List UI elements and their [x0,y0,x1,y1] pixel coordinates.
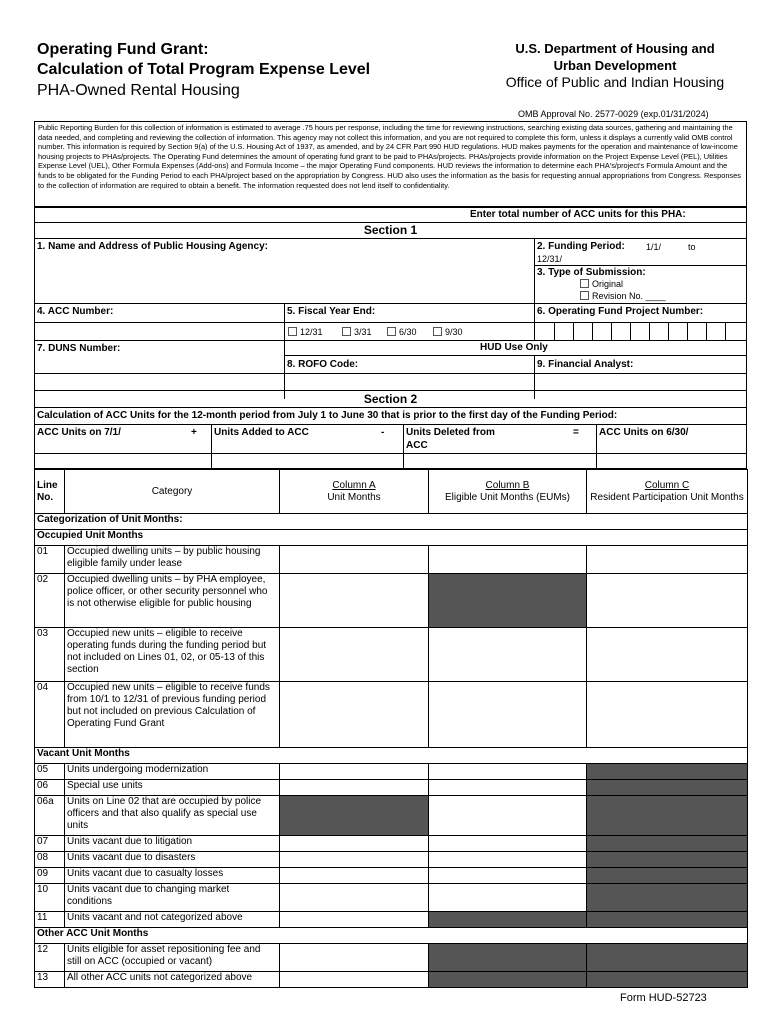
section2-title: Section 2 [363,392,418,406]
hdr-column-a: Column A Unit Months [280,470,429,514]
table-row: 06 Special use units [35,780,748,796]
funding-period-from: 1/1/ [646,242,662,252]
table-row: 09 Units vacant due to casualty losses [35,868,748,884]
funding-period-to: to [688,242,696,252]
hdr-category: Category [65,470,280,514]
acc-units-630-label: ACC Units on 6/30/ [599,427,689,438]
row07-colA[interactable] [280,836,429,852]
hdr-column-c: Column C Resident Participation Unit Months [587,470,748,514]
fye-option-930[interactable]: 9/30 [433,327,463,337]
table-row: 08 Units vacant due to disasters [35,852,748,868]
title-line1: Operating Fund Grant: [37,41,209,58]
table-row: 01 Occupied dwelling units – by public housing eligible family under lease [35,546,748,574]
row01-colB[interactable] [429,546,587,574]
row08-colB[interactable] [429,852,587,868]
row06-colB[interactable] [429,780,587,796]
fye-1231-checkbox[interactable] [288,327,297,336]
row09-colA[interactable] [280,868,429,884]
hdr-line-no: Line No. [35,470,65,514]
acc-total-label: Enter total number of ACC units for this PHA: [470,209,686,220]
row05-colB[interactable] [429,764,587,780]
table-row: 10 Units vacant due to changing market conditions [35,884,748,912]
table-row: 12 Units eligible for asset repositioning fee and still on ACC (occupied or vacant) [35,944,748,972]
title-line3: PHA-Owned Rental Housing [37,82,240,99]
name-address-label: 1. Name and Address of Public Housing Agency: [37,241,268,252]
fye-option-1231[interactable]: 12/31 [288,327,323,337]
row08-colA[interactable] [280,852,429,868]
table-row: 11 Units vacant and not categorized above [35,912,748,928]
agency-office: Office of Public and Indian Housing [505,74,725,90]
equals-sign: = [573,427,579,438]
row02-colC[interactable] [587,574,748,628]
row06a-colB[interactable] [429,796,587,836]
row01-colA[interactable] [280,546,429,574]
row02-colA[interactable] [280,574,429,628]
form-number: Form HUD-52723 [620,992,707,1004]
row03-colB[interactable] [429,628,587,682]
row07-colB[interactable] [429,836,587,852]
acc-units-71-label: ACC Units on 7/1/ [37,427,121,438]
row06-colA[interactable] [280,780,429,796]
acc-number-label: 4. ACC Number: [37,306,114,317]
row04-colC[interactable] [587,682,748,748]
burden-statement: Public Reporting Burden for this collection of information is estimated to average .75 hours per response, including the time for reviewing instructions, searching existing data sources, gathering and maintaining the data needed, and completing and reviewing the collection of information. This agency may not collect this information, and you are not required to complete this form, unless it displays a currently valid OMB control number. This information is required by Section 9(a) of the U.S. Housing Act of 1937, as amended, and by 24 CFR Part 990 HUD regulations. HUD makes payments for the operation and maintenance of low-income housing projects to PHAs/projects. The Operating Fund determines the amount of operating fund grant to be paid to PHAs/projects. PHAs/projects provide information on the Project Expense Level (PEL), Utilities Expense Level (UEL), Other Formula Expenses (Add-ons) and Formula Income – the major Operating Fund components. HUD reviews the information to determine each PHA's/project's Formula Amount and the funds to be obligated for the Funding Period to each PHA/project based on the appropriation by Congress. HUD also uses the information as the basis for requesting annual appropriations from Congress. Responses to the collection of information are required to obtain a benefit. The information requested does not lend itself to confidentiality. [34,121,747,207]
agency-line2: Urban Development [553,58,677,73]
fye-331-checkbox[interactable] [342,327,351,336]
row03-colA[interactable] [280,628,429,682]
fye-option-630[interactable]: 6/30 [387,327,417,337]
fye-option-331[interactable]: 3/31 [342,327,372,337]
financial-analyst-label: 9. Financial Analyst: [537,359,634,370]
title-line2: Calculation of Total Program Expense Level [37,61,371,78]
revision-option[interactable]: Revision No. ____ [580,291,666,301]
table-row: 03 Occupied new units – eligible to receive operating funds during the funding period but not included on Lines 01, 02, or 05-13 of this section [35,628,748,682]
row09-colB[interactable] [429,868,587,884]
omb-approval: OMB Approval No. 2577-0029 (exp.01/31/2024) [518,109,709,119]
categorization-heading: Categorization of Unit Months: [35,514,748,530]
funding-period-label: 2. Funding Period: [537,241,625,252]
other-heading: Other ACC Unit Months [35,928,748,944]
fiscal-year-end-label: 5. Fiscal Year End: [287,306,376,317]
minus-sign: - [381,427,385,438]
units-added-label: Units Added to ACC [214,427,309,438]
fye-630-checkbox[interactable] [387,327,396,336]
hdr-column-b: Column B Eligible Unit Months (EUMs) [429,470,587,514]
duns-label: 7. DUNS Number: [37,343,121,354]
row13-colA[interactable] [280,972,429,988]
original-option[interactable]: Original [580,279,623,289]
funding-period-end: 12/31/ [537,254,563,264]
original-checkbox[interactable] [580,279,589,288]
row10-colA[interactable] [280,884,429,912]
plus-sign: + [191,427,197,438]
vacant-heading: Vacant Unit Months [35,748,748,764]
agency-line1: U.S. Department of Housing and [515,41,715,56]
calc-acc-units-label: Calculation of ACC Units for the 12-month period from July 1 to June 30 that is prior to the first day of the Funding Period: [37,410,618,421]
fye-930-checkbox[interactable] [433,327,442,336]
submission-type-label: 3. Type of Submission: [537,267,646,278]
table-row: 07 Units vacant due to litigation [35,836,748,852]
rofo-code-label: 8. ROFO Code: [287,359,359,370]
row03-colC[interactable] [587,628,748,682]
row04-colB[interactable] [429,682,587,748]
units-deleted-label-1: Units Deleted from [406,427,495,438]
row11-colA[interactable] [280,912,429,928]
units-deleted-label-2: ACC [406,440,428,451]
occupied-heading: Occupied Unit Months [35,530,748,546]
table-row: 06a Units on Line 02 that are occupied by police officers and that also qualify as special use units [35,796,748,836]
project-number-label: 6. Operating Fund Project Number: [537,306,704,317]
row05-colA[interactable] [280,764,429,780]
table-row: 02 Occupied dwelling units – by PHA employee, police officer, or other security personnel who is not otherwise eligible for public housing [35,574,748,628]
row10-colB[interactable] [429,884,587,912]
hud-use-only: HUD Use Only [480,342,548,353]
section1-title: Section 1 [363,223,418,237]
unit-months-table [34,469,748,988]
table-row: 13 All other ACC units not categorized above [35,972,748,988]
table-row: 05 Units undergoing modernization [35,764,748,780]
row01-colC[interactable] [587,546,748,574]
revision-checkbox[interactable] [580,291,589,300]
table-row: 04 Occupied new units – eligible to receive funds from 10/1 to 12/31 of previous funding period but not included on previous Calculation of Operating Fund Grant [35,682,748,748]
row12-colA[interactable] [280,944,429,972]
row04-colA[interactable] [280,682,429,748]
